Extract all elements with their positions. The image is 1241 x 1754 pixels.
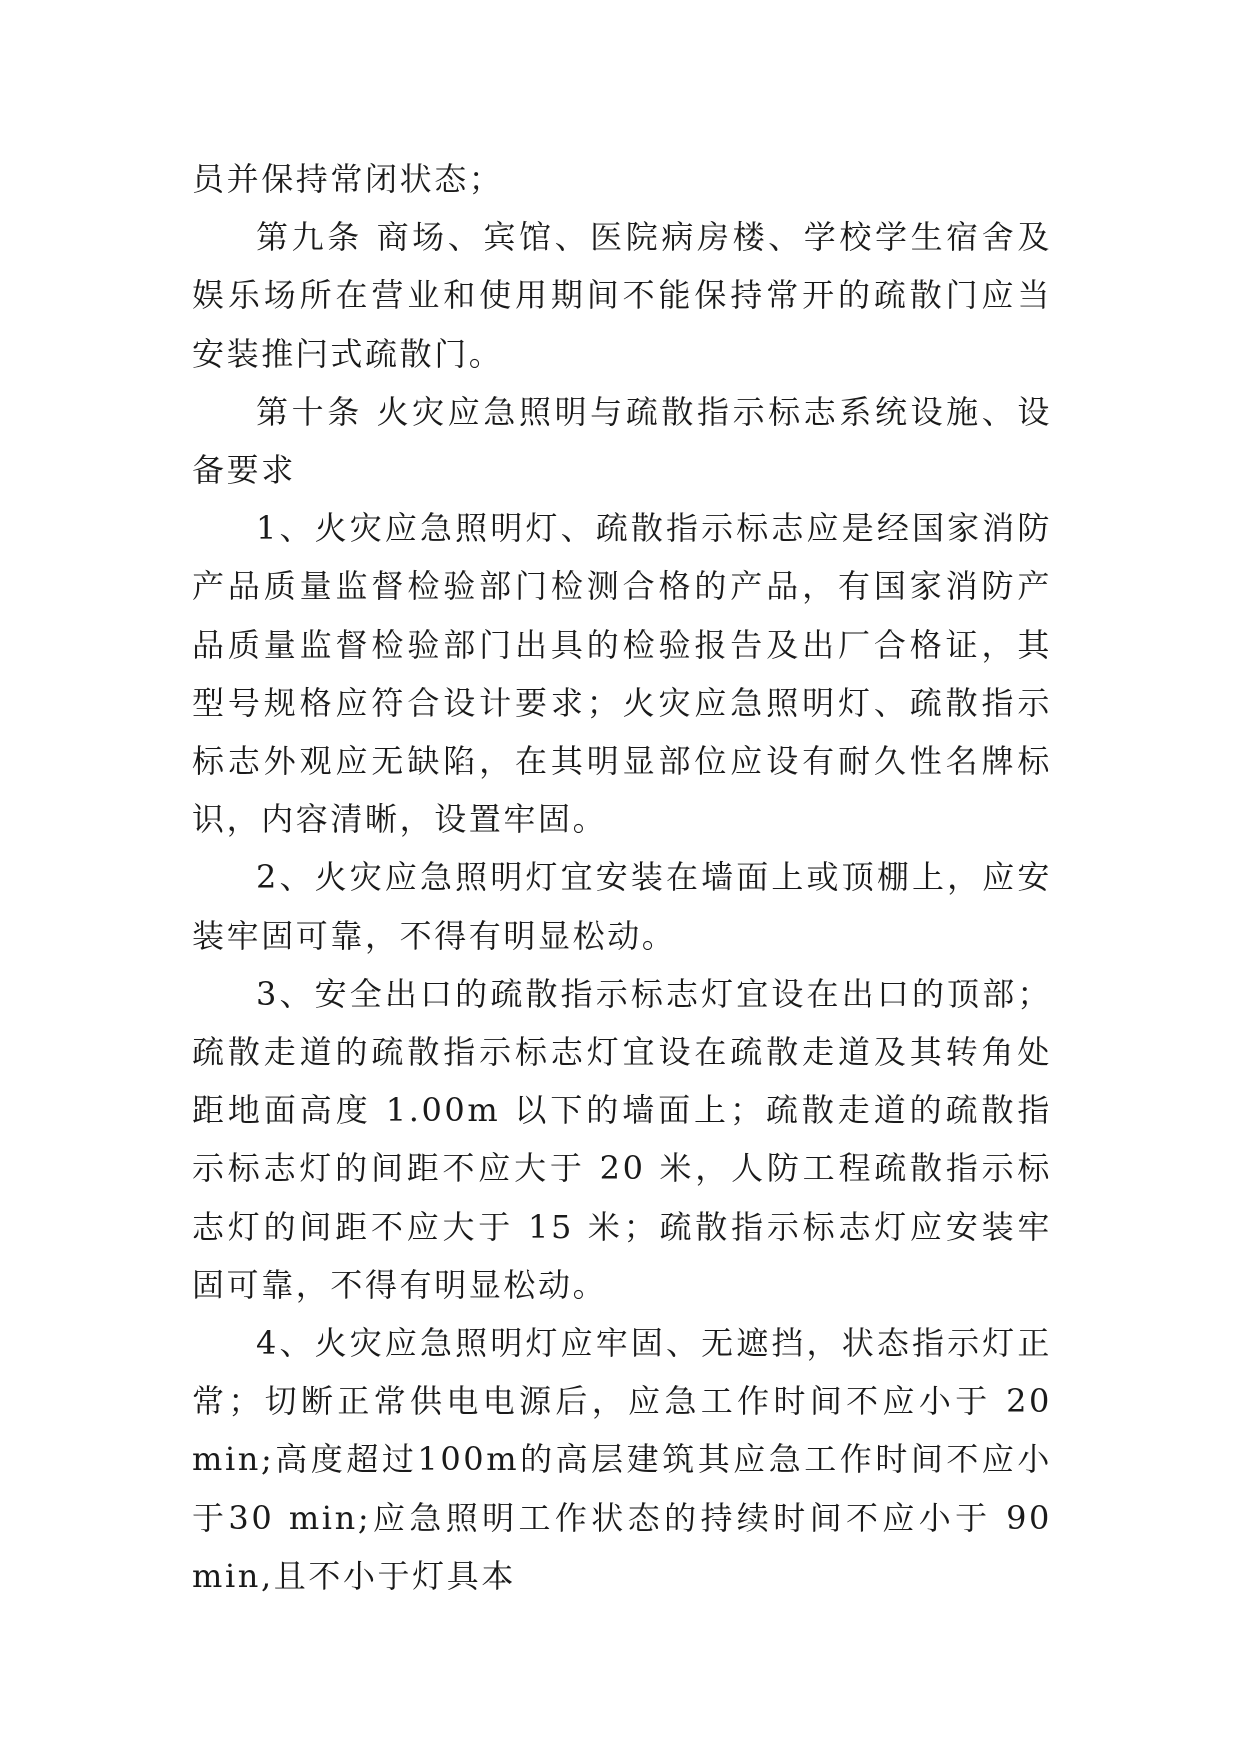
- document-body: [192, 150, 1052, 1605]
- paragraph-item-2: 2、火灾应急照明灯宜安装在墙面上或顶棚上，应安装牢固可靠，不得有明显松动。: [192, 858, 1052, 955]
- paragraph-item-4: 4、火灾应急照明灯应牢固、无遮挡，状态指示灯正常；切断正常供电电源后，应急工作时间不应小于 20 min;高度超过100m的高层建筑其应急工作时间不应小于30 min;应急照明工作状态的持续时间不应小于 90 min,且不小于灯具本: [192, 1324, 1052, 1595]
- paragraph-article-9: 第九条 商场、宾馆、医院病房楼、学校学生宿舍及娱乐场所在营业和使用期间不能保持常开的疏散门应当安装推闩式疏散门。: [192, 218, 1052, 373]
- paragraph-item-1: 1、火灾应急照明灯、疏散指示标志应是经国家消防产品质量监督检验部门检测合格的产品，有国家消防产品质量监督检验部门出具的检验报告及出厂合格证，其型号规格应符合设计要求；火灾应急照明灯、疏散指示标志外观应无缺陷，在其明显部位应设有耐久性名牌标识，内容清晰，设置牢固。: [192, 509, 1052, 839]
- paragraph-article-10: 第十条 火灾应急照明与疏散指示标志系统设施、设备要求: [192, 392, 1052, 490]
- paragraph-item-3: 3、安全出口的疏散指示标志灯宜设在出口的顶部；疏散走道的疏散指示标志灯宜设在疏散走道及其转角处距地面高度 1.00m 以下的墙面上；疏散走道的疏散指示标志灯的间距不应大于 20 米，人防工程疏散指示标志灯的间距不应大于 15 米；疏散指示标志灯应安装牢固可靠，不得有明显松动。: [192, 974, 1052, 1304]
- paragraph-continuation: 员并保持常闭状态；: [192, 160, 504, 198]
